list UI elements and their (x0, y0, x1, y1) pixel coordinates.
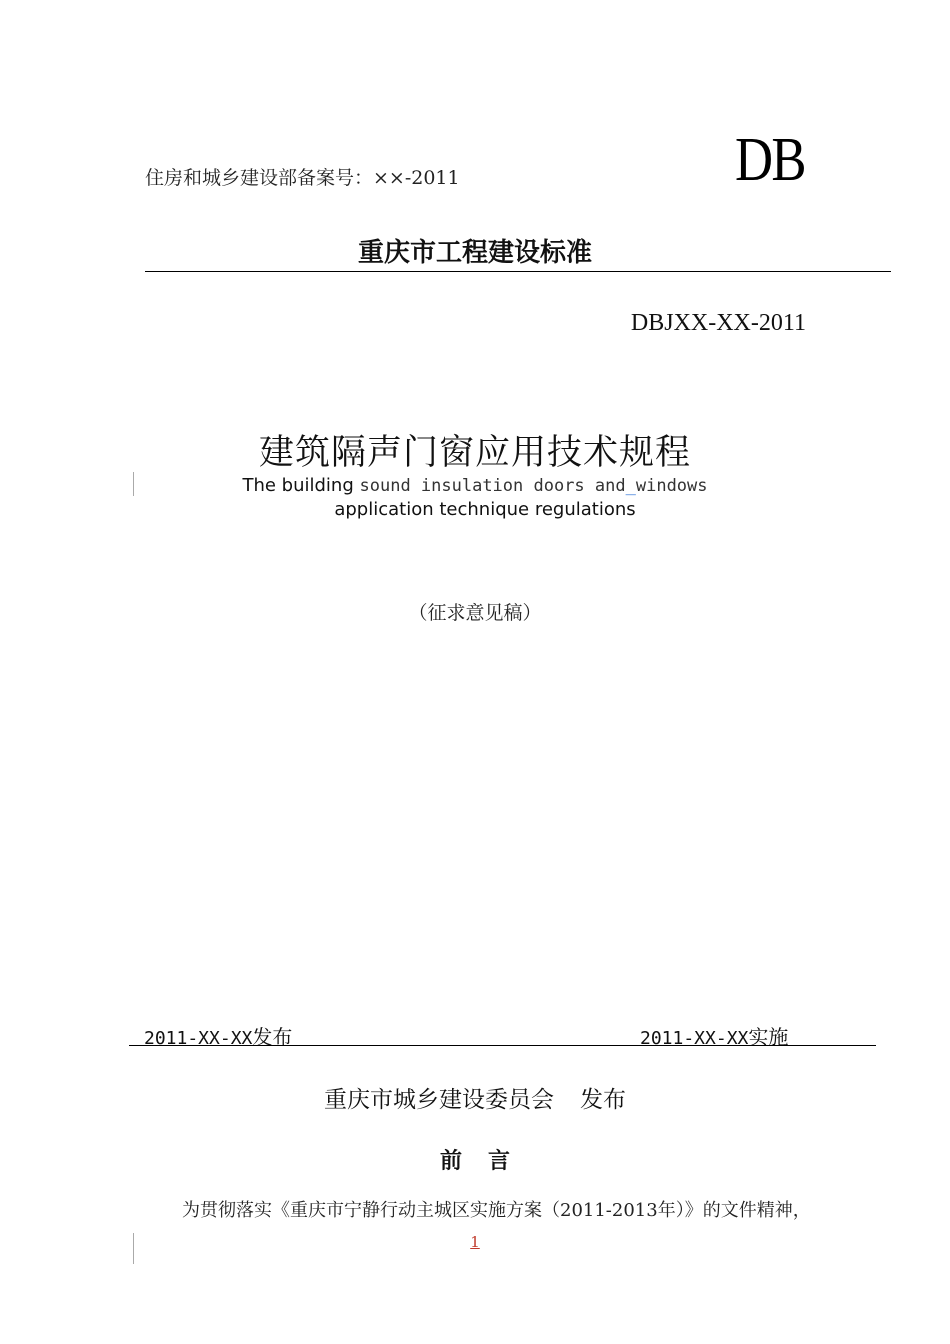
publisher-name: 重庆市城乡建设委员会 (324, 1087, 554, 1113)
text-cursor: _ (625, 476, 636, 496)
english-title-line-1 (0, 475, 950, 496)
issue-label: 发布 (252, 1025, 293, 1049)
document-title: 建筑隔声门窗应用技术规程 (258, 433, 691, 473)
publisher-action: 发布 (580, 1087, 626, 1113)
english-title-part-3: windows (635, 476, 708, 496)
page-number: 1 (470, 1233, 480, 1251)
standard-category: 重庆市工程建设标准 (357, 238, 592, 268)
foreword-heading: 前言 (439, 1149, 536, 1174)
bottom-divider (129, 1045, 876, 1046)
issue-date: 2011-XX-XX (144, 1028, 253, 1049)
top-divider (145, 271, 891, 272)
draft-label: （征求意见稿） (408, 602, 542, 624)
filing-number: 住房和城乡建设部备案号：××-2011 (145, 167, 460, 189)
db-mark: DB (735, 126, 805, 194)
english-title-part-1: The building (242, 475, 360, 496)
publisher-line (0, 1081, 950, 1114)
foreword-first-line: 为贯彻落实《重庆市宁静行动主城区实施方案（2011-2013年）》的文件精神， (182, 1200, 811, 1221)
implement-label: 实施 (748, 1025, 789, 1049)
english-title-line-2: application technique regulations (334, 499, 636, 520)
english-title-part-2: sound insulation doors and (359, 476, 626, 496)
standard-code: DBJXX-XX-2011 (630, 310, 806, 336)
implement-date: 2011-XX-XX (640, 1028, 749, 1049)
